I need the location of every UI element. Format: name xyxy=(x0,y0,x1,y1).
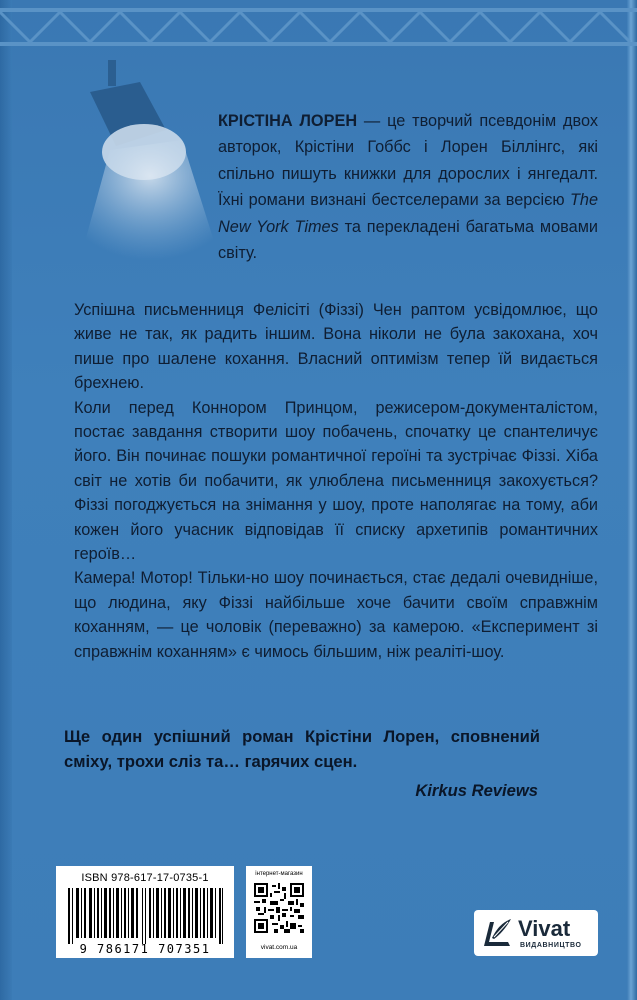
ean-number: 9 786171 707351 xyxy=(79,942,211,956)
barcode-icon xyxy=(68,888,224,944)
blurb-paragraph-2: Коли перед Коннором Принцом, режисером-документалістом, постає завдання створити шоу побачень, спочатку це спантеличує його. Він починає пошуки романтичної героїні та зустрічає Фіззі. Хіба світ не хотів би побачити, як улюблена письменниця закохується? Фіззі погоджується на знімання у шоу, проте наполягає на тому, аби кожен його учасник відповідав її списку архетипів романтичних героїв… xyxy=(74,398,598,564)
blurb-paragraph-1: Успішна письменниця Фелісіті (Фіззі) Чен раптом усвідомлює, що живе не так, як радить іншим. Вона ніколи не була закохана, хоч пише про шалене кохання. Власний оптимізм тепер їй видається брехнею. xyxy=(74,301,598,393)
book-blurb xyxy=(74,298,598,664)
stage-truss-illustration xyxy=(0,0,637,60)
blurb-paragraph-3: Камера! Мотор! Тільки-но шоу починається, стає дедалі очевидніше, що людина, яку Фіззі найбільше хоче бачити своїм справжнім коханням, — це чоловік (переважно) за камерою. «Експеримент зі справжнім коханням» є чимось більшим, ніж реаліті-шоу. xyxy=(74,569,598,661)
qr-code-icon[interactable] xyxy=(254,883,304,933)
vivat-feather-icon xyxy=(480,916,514,950)
author-name: КРІСТІНА ЛОРЕН xyxy=(218,112,358,130)
isbn-label: ISBN 978-617-17-0735-1 xyxy=(81,872,209,884)
spine-edge xyxy=(0,0,12,1000)
publisher-name: Vivat xyxy=(518,916,571,941)
spotlight-illustration xyxy=(70,60,230,260)
author-bio-text: — це творчий псевдонім двох авторок, Крістіни Гоббс і Лорен Біллінгс, які спільно пишуть книжки для дорослих і янгедалт. Їхні романи визнані бестселерами за версією xyxy=(218,112,598,210)
publisher-logo xyxy=(474,910,598,956)
newspaper-name: The New York Times xyxy=(218,191,598,236)
review-quote: Ще один успішний роман Крістіни Лорен, сповнений сміху, трохи сліз та… гарячих сцен. xyxy=(64,727,540,771)
qr-url: vivat.com.ua xyxy=(260,944,298,951)
author-bio-text-end: та перекладені багатьма мовами світу. xyxy=(218,217,598,263)
publisher-subtitle: ВИДАВНИЦТВО xyxy=(520,942,582,949)
qr-top-label: інтернет-магазин xyxy=(255,871,303,877)
author-bio xyxy=(218,108,598,266)
review-source: Kirkus Reviews xyxy=(415,781,538,800)
isbn-barcode xyxy=(56,866,234,958)
qr-code-block xyxy=(246,866,312,958)
cover-edge xyxy=(627,0,637,1000)
